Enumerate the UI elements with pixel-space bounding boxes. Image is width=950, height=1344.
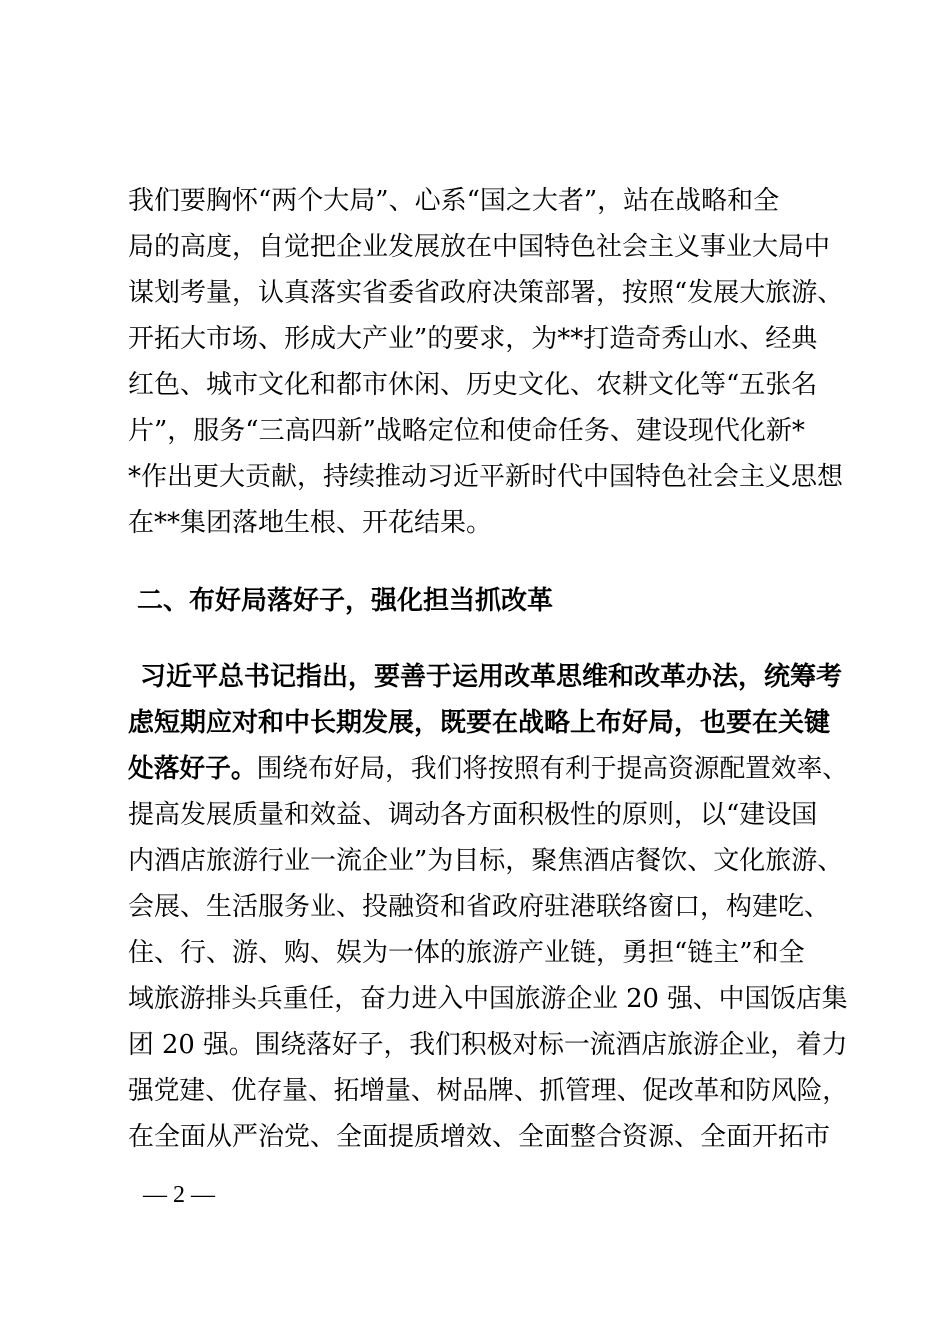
paragraph-2-line-8: 在全面从严治党、全面提质增效、全面整合资源、全面开拓市 <box>128 1122 831 1152</box>
page-number: — 2 — <box>143 1182 215 1208</box>
paragraph-2-bold-line-1: 习近平总书记指出，要善于运用改革思维和改革办法，统筹考 <box>140 662 843 692</box>
paragraph-1-line-5: 红色、城市文化和都市休闲、历史文化、农耕文化等“五张名 <box>128 370 818 400</box>
paragraph-2-line-6: 团 20 强。围绕落好子，我们积极对标一流酒店旅游企业，着力 <box>128 1030 848 1060</box>
section-heading: 二、布好局落好子，强化担当抓改革 <box>137 586 554 616</box>
paragraph-2-line-2: 内酒店旅游行业一流企业”为目标，聚焦酒店餐饮、文化旅游、 <box>128 846 844 876</box>
paragraph-2-line-7: 强党建、优存量、拓增量、树品牌、抓管理、促改革和防风险， <box>128 1076 849 1106</box>
paragraph-1-line-2: 局的高度，自觉把企业发展放在中国特色社会主义事业大局中 <box>128 232 831 262</box>
paragraph-1-line-6: 片”，服务“三高四新”战略定位和使命任务、建设现代化新* <box>128 416 805 446</box>
paragraph-2-regular-fragment: 围绕布好局，我们将按照有利于提高资源配置效率、 <box>256 754 849 784</box>
paragraph-2-bold-line-2: 虑短期应对和中长期发展，既要在战略上布好局，也要在关键 <box>128 708 831 738</box>
paragraph-1-line-7: *作出更大贡献，持续推动习近平新时代中国特色社会主义思想 <box>128 462 844 492</box>
paragraph-1-line-4: 开拓大市场、形成大产业”的要求，为**打造奇秀山水、经典 <box>128 324 818 354</box>
paragraph-1-line-1: 我们要胸怀“两个大局”、心系“国之大者”，站在战略和全 <box>128 186 780 216</box>
paragraph-1-line-8: 在**集团落地生根、开花结果。 <box>128 508 493 538</box>
paragraph-2-line-4: 住、行、游、购、娱为一体的旅游产业链，勇担“链主”和全 <box>128 938 805 968</box>
paragraph-2-line-3: 会展、生活服务业、投融资和省政府驻港联络窗口，构建吃、 <box>128 892 831 922</box>
paragraph-2-mixed-line <box>128 751 849 787</box>
paragraph-1-line-3: 谋划考量，认真落实省委省政府决策部署，按照“发展大旅游、 <box>128 278 844 308</box>
paragraph-2-line-1: 提高发展质量和效益、调动各方面积极性的原则，以“建设国 <box>128 800 818 830</box>
paragraph-2-bold-fragment: 处落好子。 <box>128 754 257 784</box>
paragraph-2-line-5: 域旅游排头兵重任，奋力进入中国旅游企业 20 强、中国饭店集 <box>128 984 848 1014</box>
